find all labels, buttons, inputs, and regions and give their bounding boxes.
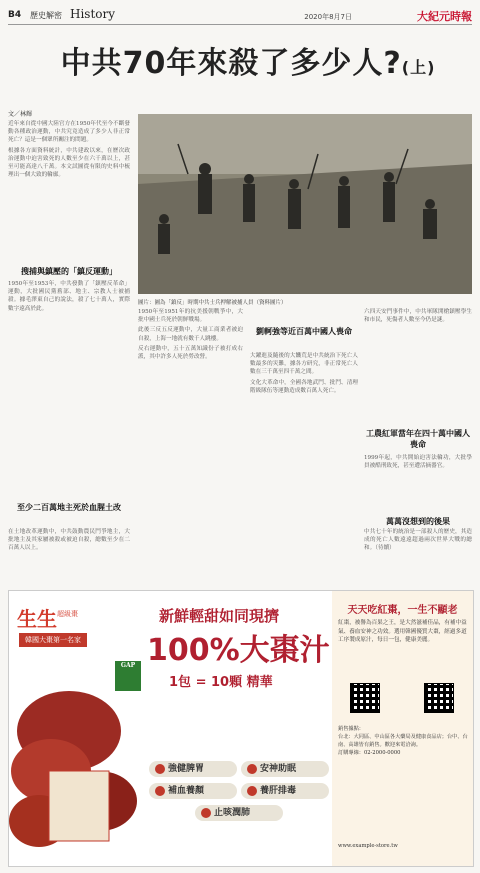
paragraph: 1950年至1953年，中共發動了「鎮壓反革命」運動，大批國民黨舊部、地主、宗教人士被捕殺。據毛澤東自己的說法，殺了七十萬人，實際數字遠高於此。 bbox=[8, 281, 130, 312]
benefit-label: 補血養顏 bbox=[168, 786, 205, 796]
paragraph: 根據各方面資料統計，中共建政以來，在歷次政治運動中迫害致死的人數至少在六千萬以上，甚至可能高達八千萬。本文試圖從有限的史料中梳理出一個大致的輪廓。 bbox=[8, 147, 130, 179]
benefit-pill bbox=[149, 761, 237, 777]
website-url: www.example-store.tw bbox=[338, 843, 398, 849]
subheading: 萬萬沒想到的後果 bbox=[386, 517, 450, 526]
benefit-label: 強健脾胃 bbox=[168, 764, 205, 774]
circle-icon bbox=[155, 764, 165, 774]
store-info bbox=[338, 725, 468, 757]
paragraph: 在土地改革運動中，中共鼓動農民鬥爭地主，大批地主及其家屬被殺或被迫自殺，總數至少在二百萬人以上。 bbox=[8, 529, 130, 552]
page-number: B4 bbox=[8, 10, 22, 20]
benefit-label: 安神助眠 bbox=[260, 764, 297, 774]
article-column-2 bbox=[138, 308, 243, 586]
circle-icon bbox=[247, 786, 257, 796]
page-header bbox=[8, 8, 472, 25]
paragraph: 1999年起，中共開始迫害法輪功，大批學員被酷刑致死，甚至遭活摘器官。 bbox=[364, 455, 472, 470]
article-column-1 bbox=[8, 120, 130, 268]
qr-code-icon bbox=[350, 683, 380, 713]
paragraph: 反右運動中，五十五萬知識份子被打成右派，其中許多人死於勞改營。 bbox=[138, 345, 243, 361]
benefit-label: 養肝排毒 bbox=[260, 786, 297, 796]
paragraph: 近年來自從中國大陸官方在1950年代至今不斷發動各種政治運動，中共究竟造成了多少人非正常死亡？這是一個眾所關注的問題。 bbox=[8, 121, 130, 144]
jujube-juice-advertisement bbox=[8, 590, 474, 867]
benefit-pill bbox=[241, 783, 329, 799]
brand-logo: 生生 bbox=[17, 607, 57, 631]
info-description: 紅棗，被譽為百果之王，是大然滋補佳品，有補中益氣、養血安神之功效。選用韓國優質大棗，經過多道工序製成原汁，每日一包，健康美麗。 bbox=[338, 620, 467, 643]
subheading: 劉軻強等近百萬中國人喪命 bbox=[256, 327, 352, 336]
paragraph: 中共七十年的統治是一部殺人的歷史，其造成的死亡人數遠遠超過兩次世界大戰的總和。（待續） bbox=[364, 529, 472, 552]
circle-icon bbox=[247, 764, 257, 774]
circle-icon bbox=[155, 786, 165, 796]
brand-logo-sub: 超級棗 bbox=[57, 610, 78, 618]
article-column-4b bbox=[364, 454, 472, 514]
issue-date: 2020年8月7日 bbox=[304, 13, 352, 21]
section-name: 歷史解密 bbox=[30, 11, 62, 20]
article-column-1b bbox=[8, 280, 130, 500]
paragraph: 1950年至1951年的抗美援朝戰爭中，大批中國士兵死於朝鮮戰場。 bbox=[138, 309, 243, 324]
paragraph: 文化大革命中，全國各地武鬥、批鬥、清理階級隊伍等運動造成數百萬人死亡。 bbox=[250, 379, 358, 394]
subheading: 工農紅軍當年在四十萬中國人喪命 bbox=[366, 429, 470, 449]
newspaper-page bbox=[8, 8, 472, 865]
article-column-4c bbox=[364, 528, 472, 586]
benefit-pill bbox=[241, 761, 329, 777]
qr-code-icon bbox=[424, 683, 454, 713]
paper-name: 大紀元時報 bbox=[417, 10, 472, 23]
photo-image bbox=[138, 114, 472, 294]
benefit-pill bbox=[195, 805, 283, 821]
article-column-3 bbox=[250, 352, 358, 586]
ad-info-panel bbox=[332, 591, 473, 866]
ad-headline-2: 100%大棗汁 bbox=[147, 633, 330, 668]
headline-text: 中共70年來殺了多少人? bbox=[60, 46, 402, 81]
subheading: 至少二百萬地主死於血腥土改 bbox=[17, 503, 121, 512]
paragraph: 此後三反五反運動中，大量工商業者被迫自殺，上海一地就有數千人跳樓。 bbox=[138, 327, 243, 342]
paragraph: 大躍進及隨後的大饑荒是中共統治下死亡人數最多的災難，據各方研究，非正常死亡人數在三千萬至四千萬之間。 bbox=[250, 353, 358, 376]
article-column-1c bbox=[8, 528, 130, 586]
order-phone: 訂購專線：02-2000-0000 bbox=[338, 750, 401, 756]
info-title: 天天吃紅棗，一生不顯老 bbox=[347, 605, 458, 616]
benefit-pill bbox=[149, 783, 237, 799]
photo-caption: 圖片：圖為「鎮反」時期中共士兵押解被捕人員（資料圖片） bbox=[138, 300, 287, 306]
brand-tagline: 韓國大棗第一名家 bbox=[19, 633, 87, 647]
headline-part: (上) bbox=[401, 58, 436, 77]
paragraph: 六四天安門事件中，中共軍隊開槍鎮壓學生和市民，死傷者人數至今仍是謎。 bbox=[364, 309, 472, 324]
benefit-label: 止咳潤肺 bbox=[214, 808, 251, 818]
subheading: 搜捕與鎮壓的「鎮反運動」 bbox=[21, 267, 117, 276]
byline: 文／林輝 bbox=[8, 111, 33, 118]
ad-headline-1: 新鮮輕甜如同現擠 bbox=[159, 607, 280, 625]
store-list: 台北：大同區、中山區各大藥局及健康食品店；台中、台南、高雄皆有銷售。歡迎來電洽詢。 bbox=[338, 734, 468, 748]
historical-photo bbox=[138, 114, 472, 294]
article-column-4 bbox=[364, 308, 472, 424]
circle-icon bbox=[201, 808, 211, 818]
article-headline bbox=[48, 38, 448, 82]
ad-equation: 1包 = 10顆 精華 bbox=[169, 675, 273, 690]
section-name-en: History bbox=[70, 7, 116, 21]
gap-badge: GAP bbox=[115, 661, 141, 691]
store-label: 銷售據點： bbox=[338, 726, 364, 732]
